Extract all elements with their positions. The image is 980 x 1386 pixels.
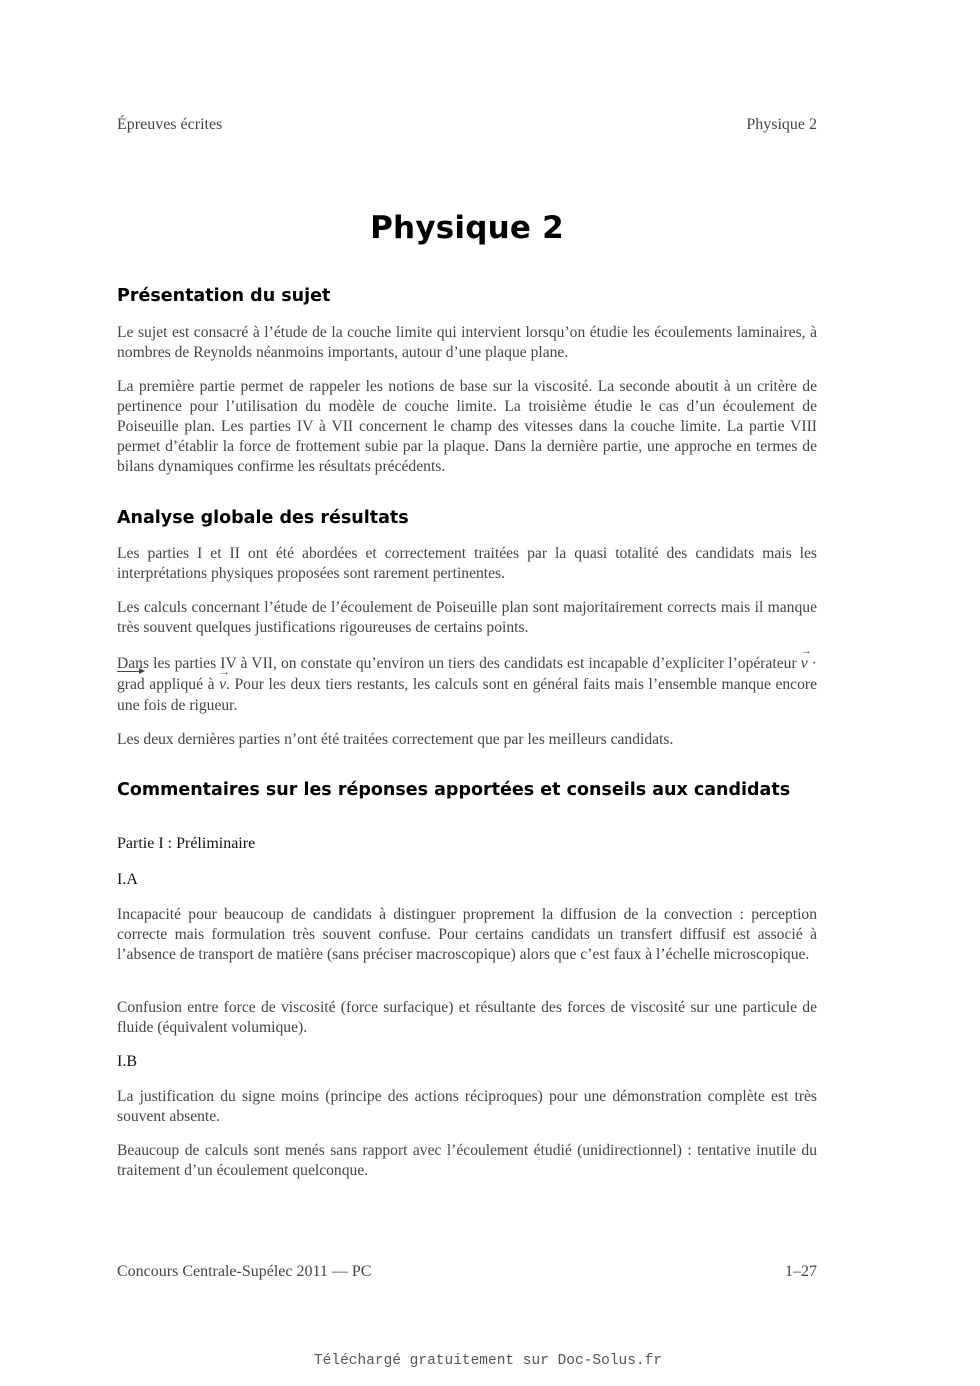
vector-v: → v xyxy=(219,674,226,695)
paragraph: Les calculs concernant l’étude de l’écoulement de Poiseuille plan sont majoritairement corrects mais il manque très souvent quelques justifications rigoureuses de certains points. xyxy=(117,599,817,636)
page-title: Physique 2 xyxy=(370,210,564,246)
text: Dans les parties IV à VII, on constate qu’environ un tiers des candidats est incapable d’expliciter l’opérateur xyxy=(117,655,801,672)
paragraph: La justification du signe moins (principe des actions réciproques) pour une démonstration complète est très souvent absente. xyxy=(117,1088,817,1125)
paragraph: Les deux dernières parties n’ont été traitées correctement que par les meilleurs candidats. xyxy=(117,731,674,748)
dot-operator: · xyxy=(807,655,817,672)
paragraph: Incapacité pour beaucoup de candidats à distinguer proprement la diffusion de la convection : perception correcte mais formulation très souvent confuse. Pour certains candidats un transfert diffusif est associé à l’absence de transport de matière (sans préciser macroscopique) alors que c’est faux à l’échelle microscopique. xyxy=(117,906,817,963)
footer-left: Concours Centrale-Supélec 2011 — PC xyxy=(117,1263,372,1280)
text: . Pour les deux tiers restants, les calculs sont en général faits mais l’ensemble manque encore une fois de rigueur. xyxy=(117,676,817,714)
paragraph: La première partie permet de rappeler les notions de base sur la viscosité. La seconde aboutit à un critère de pertinence pour l’utilisation du modèle de couche limite. La troisième étudie le cas d’un écoulement de Poiseuille plan. Les parties IV à VII concernent le champ des vitesses dans la couche limite. La partie VIII permet d’établir la force de frottement subie par la plaque. Dans la dernière partie, une approche en termes de bilans dynamiques confirme les résultats précédents. xyxy=(117,378,817,475)
paragraph: Beaucoup de calculs sont menés sans rapport avec l’écoulement étudié (unidirectionnel) : tentative inutile du traitement d’un écoulement quelconque. xyxy=(117,1142,817,1179)
header-left: Épreuves écrites xyxy=(117,116,223,133)
paragraph: Le sujet est consacré à l’étude de la couche limite qui intervient lorsqu’on étudie les écoulements laminaires, à nombres de Reynolds néanmoins importants, autour d’une plaque plane. xyxy=(117,324,817,361)
header-right: Physique 2 xyxy=(746,116,817,133)
subsection-label-ib: I.B xyxy=(117,1053,137,1070)
subsection-heading-partie-i: Partie I : Préliminaire xyxy=(117,835,256,852)
page-number: 1–27 xyxy=(785,1263,817,1280)
paragraph-operator xyxy=(117,653,817,716)
subsection-label-ia: I.A xyxy=(117,871,138,888)
grad-operator: grad xyxy=(117,676,145,693)
paragraph: Les parties I et II ont été abordées et correctement traitées par la quasi totalité des candidats mais les interprétations physiques proposées sont rarement pertinentes. xyxy=(117,545,817,582)
section-heading-analyse: Analyse globale des résultats xyxy=(117,508,409,528)
text: appliqué à xyxy=(144,676,220,693)
vector-v: → v xyxy=(801,653,808,674)
download-watermark: Téléchargé gratuitement sur Doc-Solus.fr xyxy=(313,1353,663,1369)
section-heading-commentaires: Commentaires sur les réponses apportées et conseils aux candidats xyxy=(117,780,791,800)
paragraph: Confusion entre force de viscosité (force surfacique) et résultante des forces de viscosité sur une particule de fluide (équivalent volumique). xyxy=(117,999,817,1036)
section-heading-presentation: Présentation du sujet xyxy=(117,286,331,306)
